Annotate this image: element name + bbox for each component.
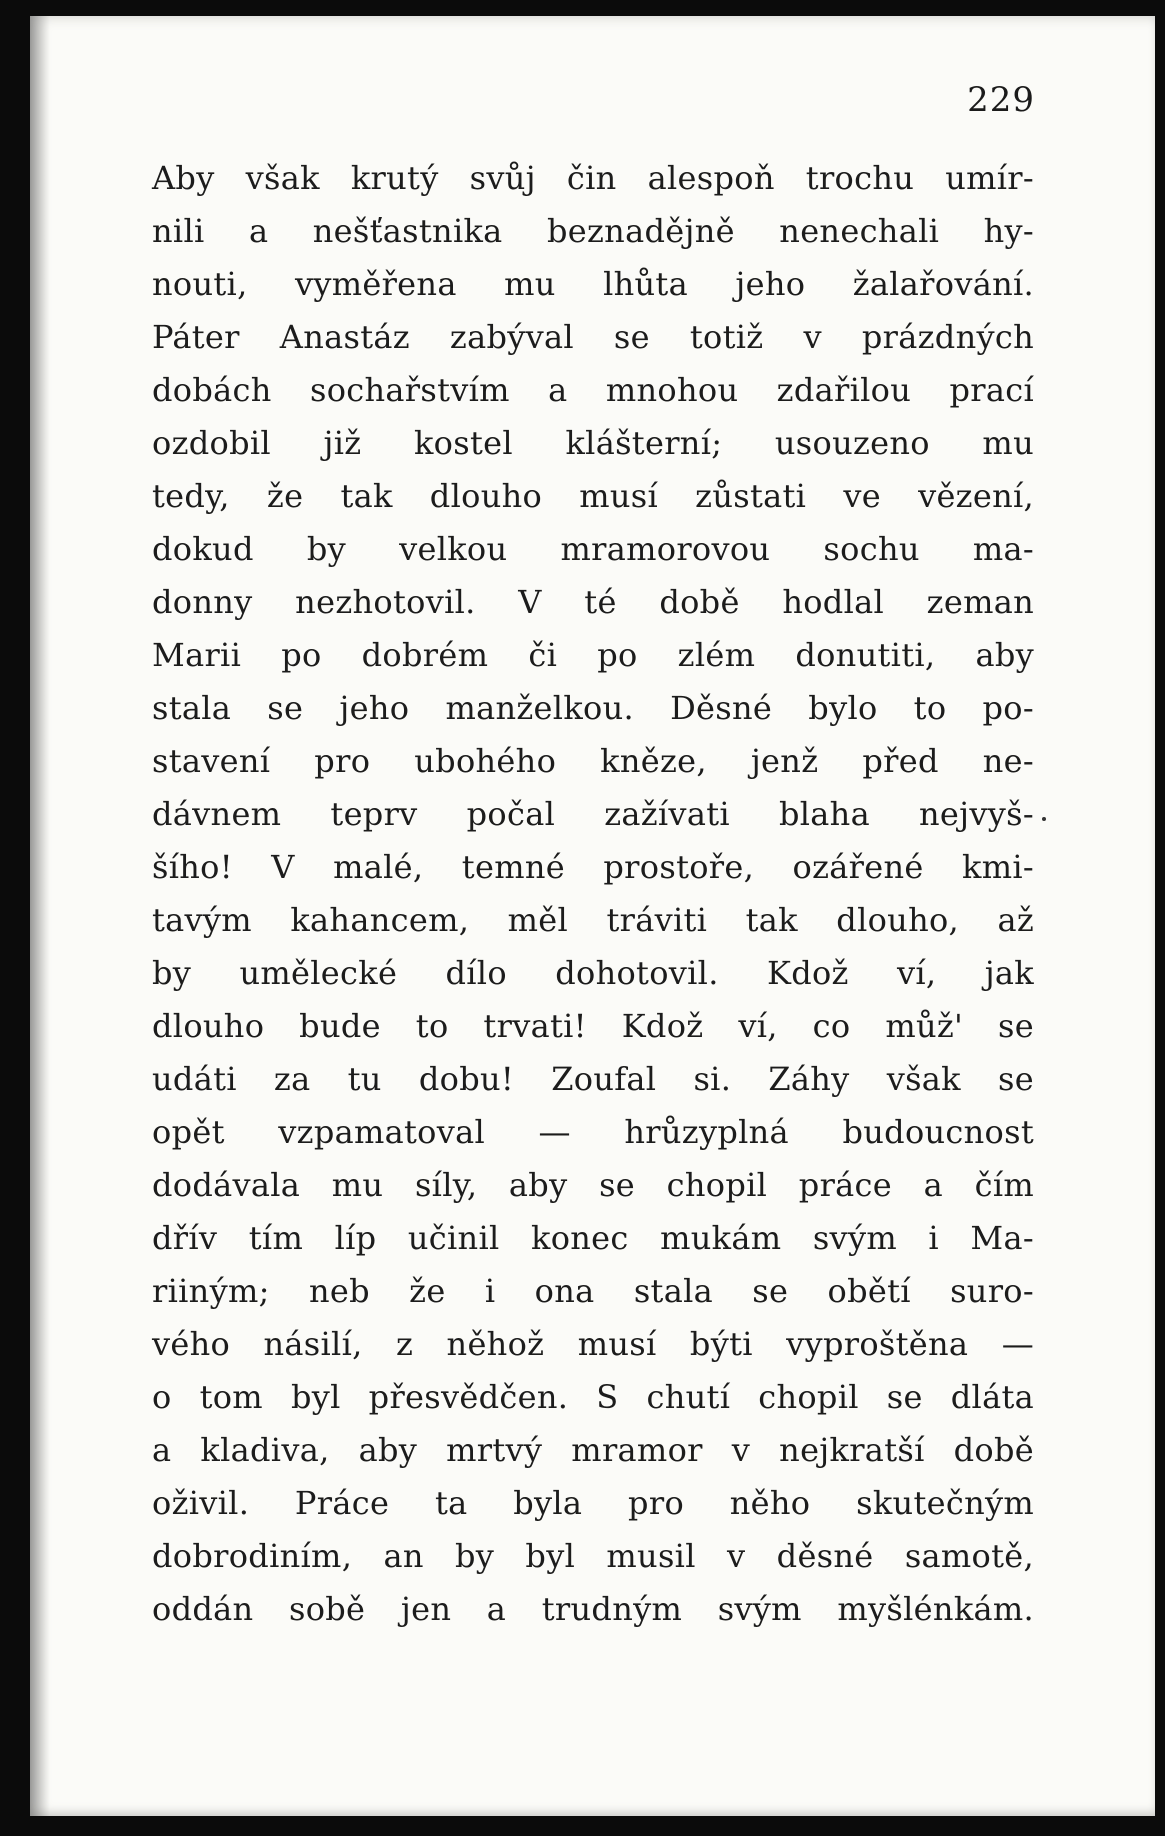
text-line: dokud by velkou mramorovou sochu ma-	[152, 530, 1034, 568]
text-line: dobách sochařstvím a mnohou zdařilou prací	[152, 371, 1034, 409]
text-line: dodávala mu síly, aby se chopil práce a čím	[152, 1166, 1034, 1204]
text-line: stavení pro ubohého kněze, jenž před ne-	[152, 742, 1034, 780]
text-line: Páter Anastáz zabýval se totiž v prázdných	[152, 318, 1034, 356]
text-line: udáti za tu dobu! Zoufal si. Záhy však se	[152, 1060, 1034, 1098]
text-line: by umělecké dílo dohotovil. Kdož ví, jak	[152, 954, 1034, 992]
text-line: nili a nešťastnika beznadějně nenechali hy-	[152, 212, 1034, 250]
body-text	[152, 152, 1034, 1636]
book-page	[30, 16, 1155, 1816]
text-line: Marii po dobrém či po zlém donutiti, aby	[152, 636, 1034, 674]
page-number: 229	[967, 80, 1035, 120]
text-line: dřív tím líp učinil konec mukám svým i Ma-	[152, 1219, 1034, 1257]
text-line: tedy, že tak dlouho musí zůstati ve vězení,	[152, 477, 1034, 515]
text-line: nouti, vyměřena mu lhůta jeho žalařování.	[152, 265, 1034, 303]
text-line: tavým kahancem, měl tráviti tak dlouho, až	[152, 901, 1034, 939]
text-line: ozdobil již kostel klášterní; usouzeno mu	[152, 424, 1034, 462]
text-line: oddán sobě jen a trudným svým myšlénkám.	[152, 1590, 1034, 1628]
text-line: riiným; neb že i ona stala se obětí suro-	[152, 1272, 1034, 1310]
text-line: šího! V malé, temné prostoře, ozářené kmi-	[152, 848, 1034, 886]
text-line: opět vzpamatoval — hrůzyplná budoucnost	[152, 1113, 1034, 1151]
text-line: o tom byl přesvědčen. S chutí chopil se dláta	[152, 1378, 1034, 1416]
text-line: a kladiva, aby mrtvý mramor v nejkratší době	[152, 1431, 1034, 1469]
text-line: stala se jeho manželkou. Děsné bylo to po-	[152, 689, 1034, 727]
text-line: Aby však krutý svůj čin alespoň trochu umír-	[152, 159, 1034, 197]
text-line: dávnem teprv počal zažívati blaha nejvyš-	[152, 795, 1034, 833]
dust-speck	[1042, 817, 1046, 821]
text-line: donny nezhotovil. V té době hodlal zeman	[152, 583, 1034, 621]
text-line: vého násilí, z něhož musí býti vyproštěna —	[152, 1325, 1034, 1363]
text-line: oživil. Práce ta byla pro něho skutečným	[152, 1484, 1034, 1522]
text-line: dlouho bude to trvati! Kdož ví, co můž' se	[152, 1007, 1034, 1045]
gutter-shadow	[30, 16, 50, 1816]
text-line: dobrodiním, an by byl musil v děsné samotě,	[152, 1537, 1034, 1575]
